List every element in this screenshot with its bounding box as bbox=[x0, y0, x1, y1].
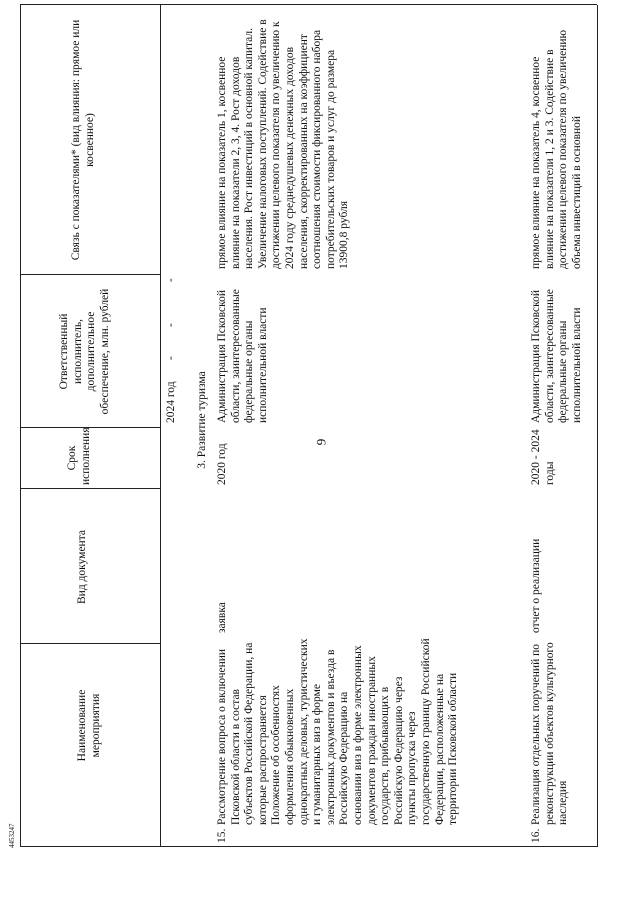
row-16-doc-type: отчет о реализации bbox=[530, 538, 542, 633]
row-16-number: 16. bbox=[530, 828, 542, 843]
carry-value-2: - bbox=[165, 323, 177, 327]
col-border-0 bbox=[20, 846, 597, 847]
row-15-doc-type: заявка bbox=[216, 602, 228, 633]
col-border-4 bbox=[20, 274, 160, 275]
header-term: Срок исполнения bbox=[66, 427, 92, 485]
page-number: 9 bbox=[313, 438, 329, 446]
row-16-name: Реализация отдельных поручений по реконструкции объектов культурного наследия bbox=[530, 642, 570, 825]
col-border-1 bbox=[20, 643, 160, 644]
col-border-5 bbox=[20, 4, 597, 5]
section-title: 3. Развитие туризма bbox=[196, 371, 208, 469]
header-executor: Ответственный исполнитель, дополнительное обеспечение, млн. рублей bbox=[58, 288, 111, 415]
row-15-number: 15. bbox=[216, 828, 228, 843]
row-15-term: 2020 год bbox=[216, 443, 228, 485]
col-border-2 bbox=[20, 488, 160, 489]
header-bottom-border bbox=[160, 5, 161, 847]
row-15-link: прямое влияние на показатель 1, косвенное влияние на показатели 2, 3, 4. Рост доходов населения. Рост инвестиций в основной капитал. Увеличение налоговых поступлений. Содействие в достижении целевого показателя по увеличению к 2024 году среднедушевых денежных доходов населения, скорректированных на коэффициент соотношения стоимости фиксированного набора потребительских товаров и услуг до размера 13900,8 рубля bbox=[216, 19, 351, 269]
row-15-name: Рассмотрение вопроса о включении Псковской области в состав субъектов Российской Федерации, на которые распространяется Положение об особенностях оформления обыкновенных однократных деловых, туристических и гуманитарных виз в форме электронных документов и въезда в Российскую Федерацию на основании виз в форме электронных документов граждан иностранных государств, прибывающих в Российскую Федерацию через пункты пропуска через государственную границу Российской Федерации, расположенные на территории Псковской области bbox=[216, 638, 460, 825]
header-link: Связь с показателями* (вид влияния: прямое или косвенное) bbox=[70, 19, 96, 261]
document-code: 4453247 bbox=[8, 823, 16, 848]
header-doc-type: Вид документа bbox=[76, 530, 88, 604]
row-16-executor: Администрация Псковской области, заинтересованные федеральные органы исполнительной власти bbox=[530, 289, 583, 423]
carry-value-3: - bbox=[165, 278, 177, 282]
carry-value-1: - bbox=[165, 356, 177, 360]
table-top-border bbox=[20, 5, 21, 847]
row-15-executor: Администрация Псковской области, заинтересованные федеральные органы исполнительной власти bbox=[216, 289, 269, 423]
carry-year: 2024 год bbox=[165, 381, 177, 423]
row-16-term: 2020 - 2024 годы bbox=[530, 429, 556, 485]
table-bottom-border bbox=[597, 5, 598, 847]
row-16-link: прямое влияние на показатель 4, косвенное влияние на показатели 1, 2 и 3. Содействие в достижении целевого показателя по увеличению объема инвестиций в основной bbox=[530, 29, 583, 269]
header-name: Наименование мероприятия bbox=[76, 689, 102, 762]
